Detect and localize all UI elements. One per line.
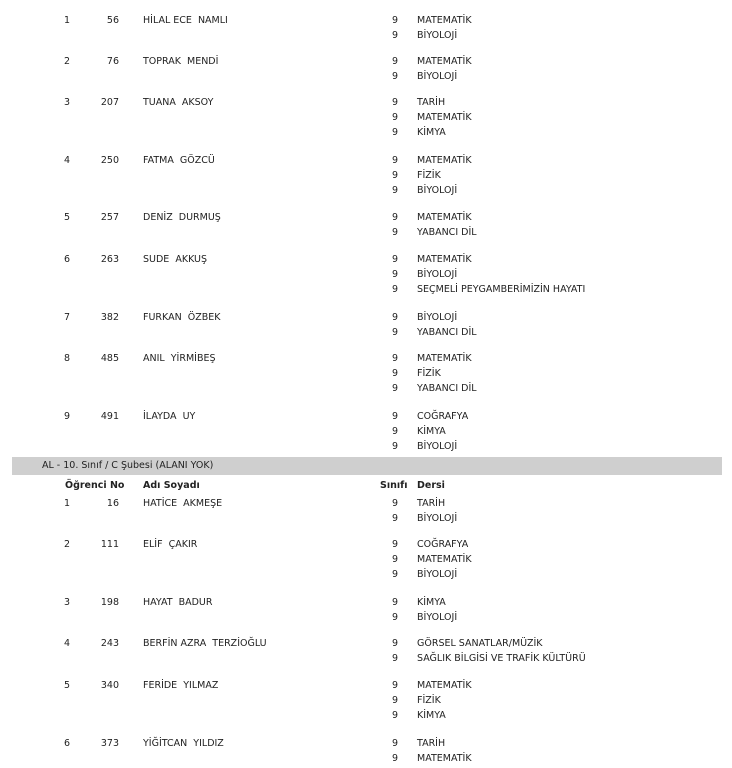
course-subject: MATEMATİK — [417, 554, 472, 565]
row-index: 9 — [63, 411, 70, 422]
course-class: 9 — [391, 212, 398, 223]
course-class: 9 — [391, 738, 398, 749]
course-subject: KİMYA — [417, 426, 446, 437]
row-index: 8 — [63, 353, 70, 364]
course-subject: BİYOLOJİ — [417, 441, 458, 452]
course-subject: YABANCI DİL — [417, 227, 477, 238]
student-name: ELİF ÇAKIR — [143, 539, 198, 550]
course-subject: BİYOLOJİ — [417, 513, 458, 524]
student-name: YİĞİTCAN YILDIZ — [143, 738, 224, 749]
student-name: FATMA GÖZCÜ — [143, 155, 215, 166]
course-class: 9 — [391, 185, 398, 196]
course-class: 9 — [391, 312, 398, 323]
row-index: 3 — [63, 97, 70, 108]
course-subject: COĞRAFYA — [417, 411, 469, 422]
student-number: 207 — [100, 97, 119, 108]
student-name: HAYAT BADUR — [143, 597, 213, 608]
student-name: ANIL YİRMİBEŞ — [143, 353, 216, 364]
course-subject: KİMYA — [417, 127, 446, 138]
student-number: 263 — [100, 254, 119, 265]
course-subject: BİYOLOJİ — [417, 30, 458, 41]
course-subject: SAĞLIK BİLGİSİ VE TRAFİK KÜLTÜRÜ — [417, 653, 586, 664]
course-class: 9 — [391, 269, 398, 280]
student-number: 491 — [100, 411, 119, 422]
student-name: HİLAL ECE NAMLI — [143, 15, 228, 26]
course-subject: MATEMATİK — [417, 353, 472, 364]
course-subject: TARİH — [417, 498, 446, 509]
student-name: SUDE AKKUŞ — [143, 254, 208, 265]
course-subject: YABANCI DİL — [417, 327, 477, 338]
student-number: 373 — [100, 738, 119, 749]
course-class: 9 — [391, 554, 398, 565]
header-subject: Dersi — [417, 480, 445, 491]
row-index: 3 — [63, 597, 70, 608]
header-class: Sınıfı — [380, 480, 408, 491]
course-class: 9 — [391, 569, 398, 580]
course-subject: MATEMATİK — [417, 753, 472, 764]
course-subject: SEÇMELİ PEYGAMBERİMİZİN HAYATI — [417, 284, 586, 295]
course-subject: KİMYA — [417, 597, 446, 608]
course-subject: BİYOLOJİ — [417, 312, 458, 323]
row-index: 4 — [63, 638, 70, 649]
course-class: 9 — [391, 155, 398, 166]
header-name: Adı Soyadı — [143, 480, 200, 491]
course-class: 9 — [391, 71, 398, 82]
course-subject: COĞRAFYA — [417, 539, 469, 550]
student-number: 243 — [100, 638, 119, 649]
student-number: 56 — [106, 15, 119, 26]
course-subject: MATEMATİK — [417, 680, 472, 691]
header-student-number: Öğrenci No — [65, 480, 125, 491]
course-subject: KİMYA — [417, 710, 446, 721]
row-index: 2 — [63, 539, 70, 550]
course-subject: FİZİK — [417, 695, 441, 706]
course-class: 9 — [391, 597, 398, 608]
course-class: 9 — [391, 97, 398, 108]
course-subject: FİZİK — [417, 368, 441, 379]
row-index: 7 — [63, 312, 70, 323]
course-class: 9 — [391, 513, 398, 524]
course-subject: MATEMATİK — [417, 112, 472, 123]
row-index: 4 — [63, 155, 70, 166]
student-number: 198 — [100, 597, 119, 608]
course-class: 9 — [391, 612, 398, 623]
table-header — [0, 479, 732, 493]
course-class: 9 — [391, 170, 398, 181]
student-number: 257 — [100, 212, 119, 223]
row-index: 5 — [63, 680, 70, 691]
course-class: 9 — [391, 15, 398, 26]
course-class: 9 — [391, 254, 398, 265]
student-name: HATİCE AKMEŞE — [143, 498, 223, 509]
student-number: 485 — [100, 353, 119, 364]
row-index: 6 — [63, 738, 70, 749]
course-subject: BİYOLOJİ — [417, 71, 458, 82]
course-class: 9 — [391, 30, 398, 41]
student-number: 340 — [100, 680, 119, 691]
course-class: 9 — [391, 327, 398, 338]
student-name: İLAYDA UY — [143, 411, 196, 422]
section-title-band — [12, 457, 722, 475]
row-index: 5 — [63, 212, 70, 223]
course-subject: BİYOLOJİ — [417, 612, 458, 623]
student-number: 250 — [100, 155, 119, 166]
section-title: AL - 10. Sınıf / C Şubesi (ALANI YOK) — [42, 460, 214, 471]
student-name: BERFİN AZRA TERZİOĞLU — [143, 638, 267, 649]
course-subject: MATEMATİK — [417, 212, 472, 223]
course-subject: BİYOLOJİ — [417, 269, 458, 280]
course-class: 9 — [391, 539, 398, 550]
course-class: 9 — [391, 284, 398, 295]
student-name: TOPRAK MENDİ — [143, 56, 219, 67]
row-index: 2 — [63, 56, 70, 67]
course-class: 9 — [391, 227, 398, 238]
course-class: 9 — [391, 127, 398, 138]
course-class: 9 — [391, 710, 398, 721]
course-subject: MATEMATİK — [417, 15, 472, 26]
course-class: 9 — [391, 498, 398, 509]
course-class: 9 — [391, 638, 398, 649]
student-name: TUANA AKSOY — [143, 97, 214, 108]
course-class: 9 — [391, 680, 398, 691]
course-class: 9 — [391, 383, 398, 394]
course-class: 9 — [391, 368, 398, 379]
course-subject: BİYOLOJİ — [417, 185, 458, 196]
row-index: 6 — [63, 254, 70, 265]
course-class: 9 — [391, 56, 398, 67]
course-class: 9 — [391, 653, 398, 664]
course-subject: BİYOLOJİ — [417, 569, 458, 580]
student-name: FURKAN ÖZBEK — [143, 312, 221, 323]
course-class: 9 — [391, 426, 398, 437]
course-subject: GÖRSEL SANATLAR/MÜZİK — [417, 638, 543, 649]
student-number: 16 — [106, 498, 119, 509]
student-number: 76 — [106, 56, 119, 67]
course-class: 9 — [391, 112, 398, 123]
student-name: FERİDE YILMAZ — [143, 680, 219, 691]
course-class: 9 — [391, 695, 398, 706]
course-subject: TARİH — [417, 97, 446, 108]
course-subject: MATEMATİK — [417, 56, 472, 67]
course-class: 9 — [391, 441, 398, 452]
student-number: 382 — [100, 312, 119, 323]
course-subject: FİZİK — [417, 170, 441, 181]
row-index: 1 — [63, 498, 70, 509]
course-subject: YABANCI DİL — [417, 383, 477, 394]
row-index: 1 — [63, 15, 70, 26]
course-subject: MATEMATİK — [417, 155, 472, 166]
course-subject: TARİH — [417, 738, 446, 749]
student-name: DENİZ DURMUŞ — [143, 212, 221, 223]
student-number: 111 — [100, 539, 119, 550]
course-subject: MATEMATİK — [417, 254, 472, 265]
course-class: 9 — [391, 353, 398, 364]
course-class: 9 — [391, 753, 398, 764]
course-class: 9 — [391, 411, 398, 422]
